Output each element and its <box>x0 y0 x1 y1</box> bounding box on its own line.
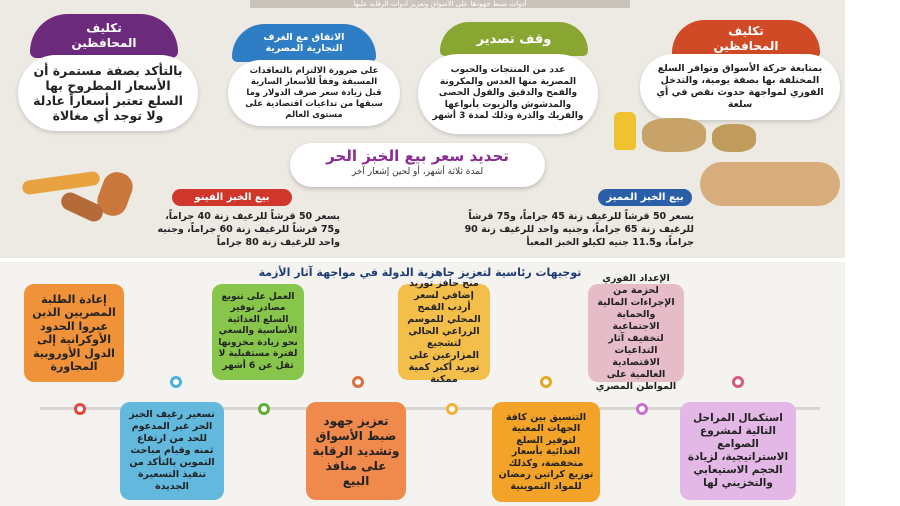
directive-upper-4-text: إعادة الطلبة المصريين الذين عبروا الحدود الأوكرانية إلى الدول الأوروبية المجاورة <box>32 292 116 373</box>
block-2-header <box>232 24 376 62</box>
directive-lower-4-text: تسعير رغيف الخبز الحر غير المدعوم للحد من ارتفاع ثمنه وقيام مباحث التموين بالتأكد من تنفيذ التسعيرة الجديدة <box>129 409 215 492</box>
timeline-dot <box>258 403 270 415</box>
block-1-text: بالتأكد بصفة مستمرة أن الأسعار المطروح بها السلع تعتبر أسعاراً عادلة ولا توجد أي مغالاة <box>33 63 183 123</box>
block-3-header <box>440 22 588 56</box>
fino-label: بيع الخبز الفينو <box>172 189 292 206</box>
directive-upper-4 <box>24 284 124 382</box>
timeline-dot <box>352 376 364 388</box>
block-3-text: عدد من المنتجات والحبوب المصرية منها العدس والمكرونة والقمح والدقيق والفول الحصى والمدشوش والزيوت بأنواعها والفريك والذرة وذلك لمدة 3 أشهر <box>432 65 584 122</box>
directive-upper-2 <box>398 278 490 385</box>
top-banner-strip <box>250 0 630 8</box>
directive-upper-3-text: العمل على تنويع مصادر توفير السلع الغذائية الأساسية والسعي نحو زيادة مخزونها لفترة مستقبلية لا تقل عن 6 أشهر <box>218 291 298 371</box>
block-2-title: الاتفاق مع الغرف التجارية المصرية <box>263 32 345 54</box>
grain-sack-illustration-2 <box>712 124 756 152</box>
bread-price-title-box <box>290 143 545 187</box>
oil-bottle-illustration <box>614 112 636 150</box>
mumayaz-text: بسعر 50 قرشاً للرغيف زنة 45 جراماً، و75 قرشاً للرغيف زنة 65 جراماً، وجنيه واحد للرغيف زنة 90 جراماً، و11.5 جنيه لكيلو الخبز المعبأ <box>464 211 694 248</box>
timeline-dot <box>74 403 86 415</box>
block-4-title: تكليف المحافظين <box>713 24 779 53</box>
top-banner-text: أدوات ضبط جهودها على الأسواق وتعزيز أدوات الرقابة عليها <box>353 0 527 8</box>
directive-upper-2-text: منح حافز توريد إضافي لسعر أردب القمح المحلي للموسم الزراعي الحالي لتشجيع المزارعين على توريد أكبر كمية ممكنة <box>407 278 481 385</box>
timeline-dot <box>732 376 744 388</box>
directive-lower-3-text: تعزيز جهود ضبط الأسواق وتشديد الرقابة على منافذ البيع <box>312 413 400 488</box>
timeline-dot <box>636 403 648 415</box>
block-1-card <box>18 55 198 131</box>
block-4-text: بمتابعة حركة الأسواق وتوافر السلع المختلفة بها بصفة يومية، والتدخل الفوري لمواجهة حدوث نقص في أي سلعة <box>656 63 824 110</box>
block-2-text: على ضرورة الالتزام بالتعاقدات المسبقة وفقاً للأسعار السارية قبل زيادة سعر صرف الدولار وما سبقها من تداعيات اقتصادية على مستوى العالم <box>245 65 383 120</box>
directive-upper-1-text: الإعداد الفوري لحزمة من الإجراءات المالية والحماية الاجتماعية لتخفيف آثار التداعيات الاقتصادية العالمية على المواطن المصري <box>595 273 677 392</box>
directive-lower-2 <box>492 402 600 502</box>
timeline-dot <box>170 376 182 388</box>
bread-price-subtitle: لمدة ثلاثة أشهر، أو لحين إشعار آخر <box>351 167 484 177</box>
block-4-card <box>640 54 840 120</box>
grain-sack-illustration <box>642 118 706 152</box>
timeline-dot <box>540 376 552 388</box>
block-4-header <box>672 20 820 58</box>
timeline-dot <box>446 403 458 415</box>
fino-text: بسعر 50 قرشاً للرغيف زنة 40 جراماً، و75 قرشاً للرغيف زنة 60 جراماً، وجنيه واحد للرغيف زنة 80 جراماً <box>157 211 340 248</box>
block-1-title: تكليف المحافظين <box>71 21 137 50</box>
mumayaz-label: بيع الخبز المميز <box>598 189 692 206</box>
block-3-card <box>418 54 598 134</box>
directive-lower-1 <box>680 402 796 500</box>
bread-pile-illustration <box>700 162 840 206</box>
directive-lower-2-text: التنسيق بين كافة الجهات المعنية لتوفير السلع الغذائية بأسعار منخفضة، وكذلك توزيع كراتين رمضان للمواد التموينية <box>498 411 594 492</box>
directive-lower-3 <box>306 402 406 500</box>
block-1-header <box>30 14 178 58</box>
directives-title: توجيهات رئاسية لتعزيز جاهزية الدولة في مواجهة آثار الأزمة <box>258 266 582 279</box>
directive-lower-1-text: استكمال المراحل التالية لمشروع الصوامع الاستراتيجية، لزيادة الحجم الاستيعابي والتخزيني لها <box>687 412 789 489</box>
directive-upper-3 <box>212 284 304 380</box>
directive-upper-1 <box>588 273 684 392</box>
block-3-title: وقف تصدير <box>476 31 552 47</box>
directive-lower-4 <box>120 402 224 500</box>
block-2-card <box>228 60 400 126</box>
bread-price-title: تحديد سعر بيع الخبز الحر <box>326 147 509 165</box>
